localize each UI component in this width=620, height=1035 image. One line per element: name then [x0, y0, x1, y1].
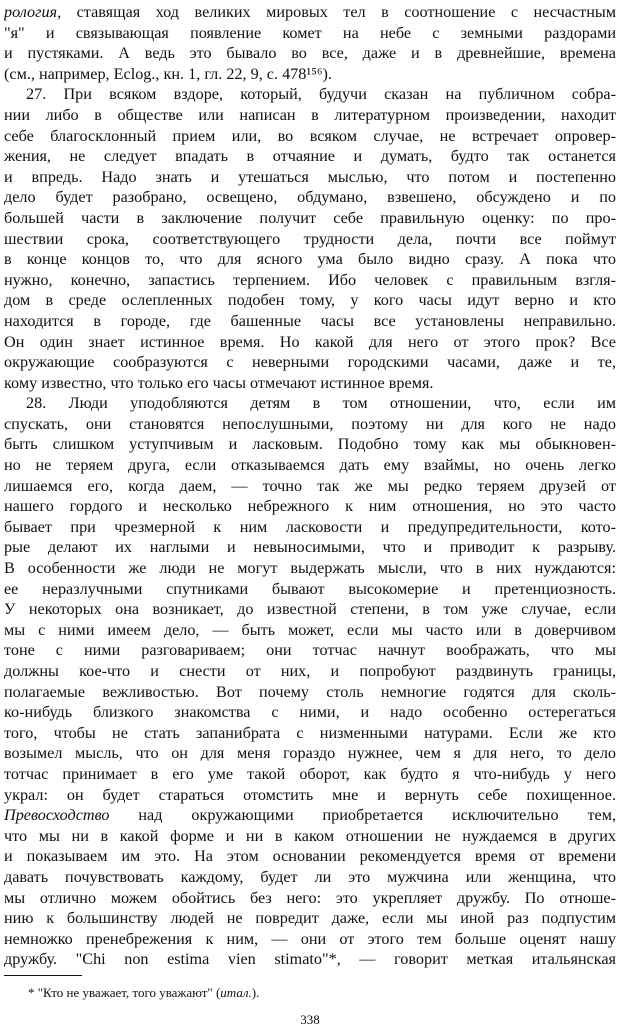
text-line: Он один знает истинное время. Но какой для него от этого прок? Все [4, 332, 616, 351]
text-line: тотчас принимает в его уме такой оборот, как будто я что-нибудь у него [4, 764, 616, 783]
text-line: мы отлично можем обойтись без него: это укрепляет дружбу. По отноше- [4, 888, 616, 907]
text-line: нии либо в обществе или написан в литературном произведении, находит [4, 105, 616, 124]
text-line: (см., например, Eclog., кн. 1, гл. 22, 9, с. 478¹⁵⁶). [4, 64, 332, 83]
text-line: и пустяками. А ведь это бывало во все, даже и в древнейшие, времена [4, 44, 616, 63]
text-line: тоне с ними разговариваем; они тотчас начнут воображать, что мы [4, 641, 616, 660]
text-line: и показываем им это. На этом основании рекомендуется время от времени [4, 847, 616, 866]
line-text: , ставящая ход великих мировых тел в соотношение с несчастным [57, 3, 616, 21]
text-line [4, 805, 616, 826]
text-line: большей части в заключение получит себе правильную оценку: по про- [4, 208, 616, 227]
footnote-italic: итал. [220, 985, 252, 1000]
text-line: украл: он будет стараться отомстить мне и вернуть себе похищенное. [4, 785, 616, 804]
italic-word: рология [4, 3, 58, 21]
text-line: находится в городе, где башенные часы все установлены неправильно. [4, 311, 616, 330]
text-line: 28. Люди уподобляются детям в том отношении, что, если им [26, 394, 616, 413]
text-line: но не теряем друга, если отказываемся дать ему взаймы, но очень легко [4, 456, 616, 475]
footnote [28, 985, 588, 1001]
text-line: и впредь. Надо знать и утешаться мыслью, что потом и постепенно [4, 167, 616, 186]
footnote-end: ). [251, 985, 260, 1000]
text-line: в конце концов то, что для ясного ума было видно сразу. А пока что [4, 250, 616, 269]
text-line: ее неразлучными спутниками бывают высокомерие и претенциозность. [4, 579, 616, 598]
text-line: жения, не следует впадать в отчаяние и думать, будто так останется [4, 147, 616, 166]
text-line: лишаемся его, когда даем, — точно так же мы редко теряем друзей от [4, 476, 616, 495]
text-line: немножко пренебрежения к ним, — они от этого тем больше оценят нашу [4, 929, 616, 948]
text-line: "я" и связывающая появление комет на небе с земными раздорами [4, 23, 616, 42]
text-line: шествии срока, соответствующего трудности дела, почти все поймут [4, 229, 616, 248]
text-line: нашего гордого и несколько небрежного к ним отношения, но это часто [4, 497, 616, 516]
footnote-text: * "Кто не уважает, того уважают" ( [28, 985, 221, 1000]
text-line: дружбу. "Chi non estima vien stimato"*, — говорит меткая итальянская [4, 950, 616, 969]
line-text: над окружающими приобретается исключительно тем, [109, 806, 616, 825]
text-line: что мы ни в какой форме и ни в каком отношении не нуждаемся в других [4, 826, 616, 845]
text-line: спускать, они становятся непослушными, поэтому ни для кого не надо [4, 414, 616, 433]
text-line: полагаемые вежливостью. Вот почему столь немногие годятся для сколь- [4, 682, 616, 701]
text-line: дело будет разобрано, освещено, обдумано, взвешено, обсуждено и по [4, 188, 616, 207]
body-text [4, 2, 616, 970]
text-line: давать почувствовать каждому, будет ли это мужчина или женщина, что [4, 867, 616, 886]
text-line: рые делают их наглыми и невыносимыми, что и приводит к разрыву. [4, 538, 616, 557]
text-line: нужно, конечно, запастись терпением. Ибо человек с правильным взгля- [4, 270, 616, 289]
text-line: дом в среде ослепленных подобен тому, у кого часы идут верно и кто [4, 291, 616, 310]
italic-word: Превосходство [4, 806, 110, 825]
text-line: мы с ними имеем дело, — быть может, если мы часто или в доверчивом [4, 620, 616, 639]
text-line: ко-нибудь близкого знакомства с ними, и надо особенно остерегаться [4, 703, 616, 722]
footnote-divider [4, 975, 82, 976]
text-line: бывает при чрезмерной к ним ласковости и предупредительности, кото- [4, 517, 616, 536]
text-line: себе благосклонный прием или, во всяком случае, не встречает опровер- [4, 126, 616, 145]
text-line: окружающие сообразуются с неверными городскими часами, даже и те, [4, 353, 616, 372]
text-line: кому известно, что только его часы отмечают истинное время. [4, 373, 434, 392]
text-line: возымел мысль, что он для меня гораздо нужнее, чем я для него, то дело [4, 744, 616, 763]
text-line: быть слишком уступчивым и ласковым. Подобно тому как мы обыкновен- [4, 435, 616, 454]
text-line: нию к большинству людей не повредит даже, если мы иной раз подпустим [4, 909, 616, 928]
text-line: должны кое-что и снести от них, и попробуют раздвинуть границы, [4, 662, 616, 680]
text-line: В особенности же люди не могут выдержать мысли, что в них нуждаются: [4, 559, 616, 578]
text-line: того, чтобы не стать запанибрата с низменными натурами. Если же кто [4, 723, 616, 742]
text-line [4, 2, 616, 23]
text-line: 27. При всяком вздоре, который, будучи сказан на публичном собра- [26, 85, 616, 104]
text-line: У некоторых она возникает, до известной степени, в том уже случае, если [4, 600, 616, 619]
page-number: 338 [300, 1012, 320, 1027]
